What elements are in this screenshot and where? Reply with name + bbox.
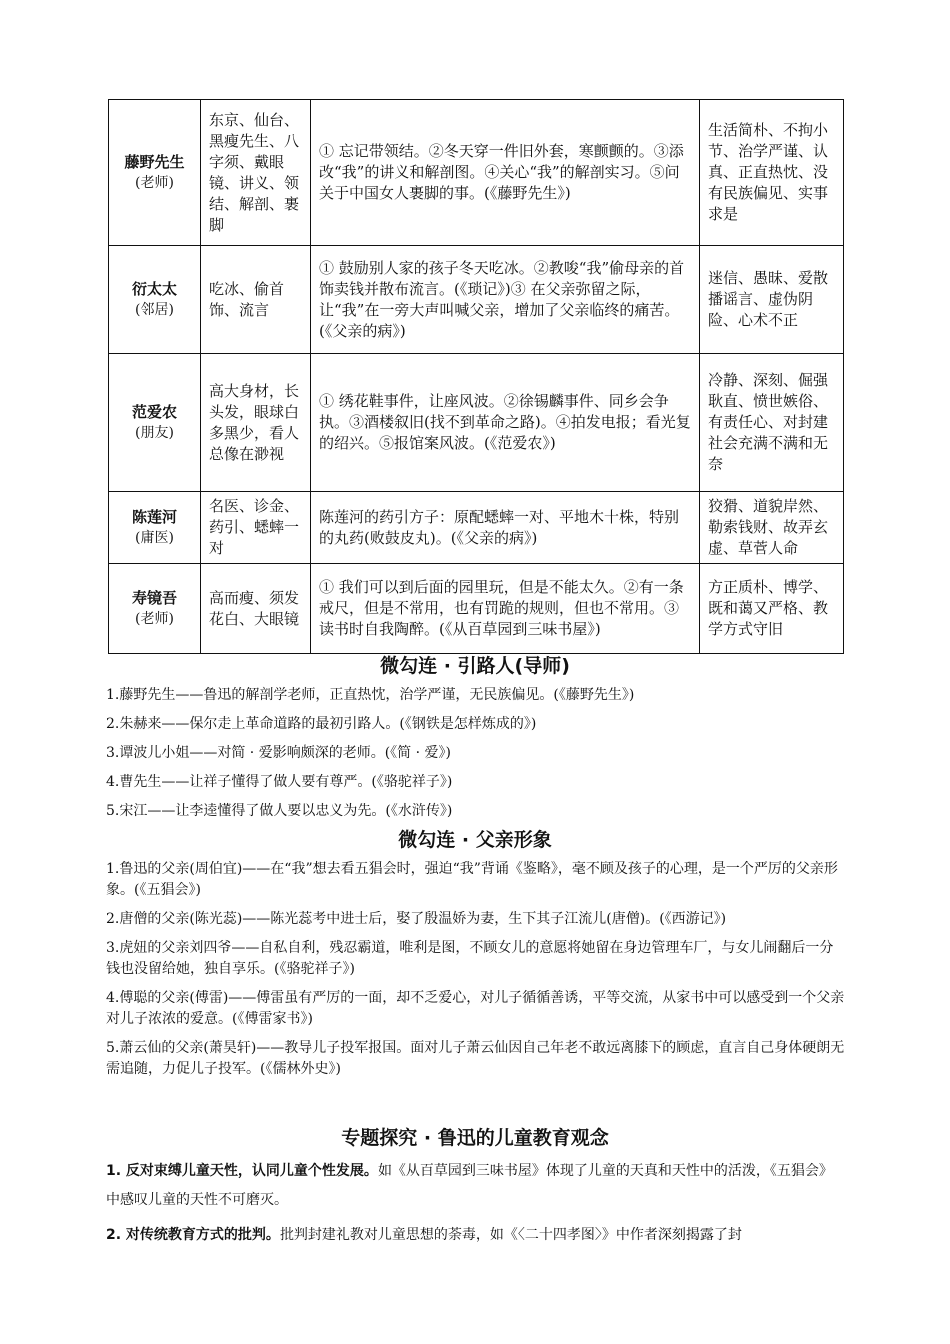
character-name: 范爱农: [131, 402, 177, 421]
table-row: [109, 354, 844, 492]
character-features: 高大身材，长头发，眼球白多黑少，看人总像在渺视: [201, 354, 311, 492]
list-item: 2.唐僧的父亲(陈光蕊)——陈光蕊考中进士后，娶了殷温娇为妻，生下其子江流儿(唐僧)。(《西游记》): [106, 911, 727, 927]
table-row: [109, 564, 844, 654]
character-events: ① 我们可以到后面的园里玩，但是不能太久。②有一条戒尺，但是不常用，也有罚跪的规则，但也不常用。③读书时自我陶醉。(《从百草园到三味书屋》): [311, 564, 700, 654]
item-text: 如《从百草园到三味书屋》体现了儿童的天真和天性中的活泼，《五猖会》中感叹儿童的天性不可磨灭。: [106, 1163, 833, 1208]
list-item: 1.藤野先生——鲁迅的解剖学老师，正直热忱，治学严谨，无民族偏见。(《藤野先生》): [106, 687, 635, 703]
section-title-topic: 专题探究 · 鲁迅的儿童教育观念: [341, 1127, 609, 1149]
list-item: 3.谭波儿小姐——对简 · 爱影响颇深的老师。(《简 · 爱》): [106, 745, 451, 761]
character-traits: 生活简朴、不拘小节、治学严谨、认真、正直热忱、没有民族偏见、实事求是: [700, 100, 844, 246]
character-traits: 方正质朴、博学、既和蔼又严格、教学方式守旧: [700, 564, 844, 654]
list-item: 4.傅聪的父亲(傅雷)——傅雷虽有严厉的一面，却不乏爱心，对儿子循循善诱，平等交流，从家书中可以感受到一个父亲对儿子浓浓的爱意。(《傅雷家书》): [106, 990, 845, 1027]
item-lead: 1. 反对束缚儿童天性，认同儿童个性发展。: [106, 1163, 378, 1179]
section-title-fathers: 微勾连 · 父亲形象: [398, 829, 552, 851]
list-item: 1.鲁迅的父亲(周伯宜)——在“我”想去看五猖会时，强迫“我”背诵《鉴略》，毫不顾及孩子的心理，是一个严厉的父亲形象。(《五猖会》): [106, 861, 838, 898]
father-list: [106, 859, 846, 1088]
character-traits: 迷信、愚昧、爱散播谣言、虚伪阴险、心术不正: [700, 246, 844, 354]
list-item: 4.曹先生——让祥子懂得了做人要有尊严。(《骆驼祥子》): [106, 774, 453, 790]
section-title-mentors: 微勾连 · 引路人(导师): [380, 655, 570, 677]
character-role: (邻居): [135, 301, 174, 318]
character-role: (朋友): [135, 424, 174, 441]
list-item: 3.虎妞的父亲刘四爷——自私自利，残忍霸道，唯利是图，不顾女儿的意愿将她留在身边管理车厂，与女儿闹翻后一分钱也没留给她，独自享乐。(《骆驼祥子》): [106, 940, 834, 977]
table-row: [109, 492, 844, 564]
character-name-cell: [109, 246, 201, 354]
list-item: [106, 1221, 846, 1250]
character-role: (老师): [135, 174, 174, 191]
character-traits: 冷静、深刻、倔强耿直、愤世嫉俗、有责任心、对封建社会充满不满和无奈: [700, 354, 844, 492]
character-role: (老师): [135, 610, 174, 627]
character-table: [108, 99, 844, 654]
character-traits: 狡猾、道貌岸然、勒索钱财、故弄玄虚、草菅人命: [700, 492, 844, 564]
table-row: [109, 246, 844, 354]
character-name-cell: [109, 354, 201, 492]
character-name-cell: [109, 492, 201, 564]
table-row: [109, 100, 844, 246]
character-name: 陈莲河: [131, 507, 177, 526]
list-item: 2.朱赫来——保尔走上革命道路的最初引路人。(《钢铁是怎样炼成的》): [106, 716, 537, 732]
character-features: 高而瘦、须发花白、大眼镜: [201, 564, 311, 654]
topic-list: [106, 1157, 846, 1256]
character-events: 陈莲河的药引方子：原配蟋蟀一对、平地木十株，特别的丸药(败鼓皮丸)。(《父亲的病》): [311, 492, 700, 564]
character-role: (庸医): [135, 529, 174, 546]
character-name-cell: [109, 100, 201, 246]
character-events: ① 鼓励别人家的孩子冬天吃冰。②教唆“我”偷母亲的首饰卖钱并散布流言。(《琐记》)③ 在父亲弥留之际，让“我”在一旁大声叫喊父亲，增加了父亲临终的痛苦。(《父亲的病》): [311, 246, 700, 354]
character-features: 东京、仙台、黑瘦先生、八字须、戴眼镜、讲义、领结、解剖、裹脚: [201, 100, 311, 246]
mentor-list: [106, 685, 846, 830]
item-text: 批判封建礼教对儿童思想的荼毒，如《〈二十四孝图〉》中作者深刻揭露了封: [279, 1227, 742, 1243]
list-item: [106, 1157, 846, 1215]
character-name: 寿镜吾: [131, 588, 177, 607]
character-events: ① 忘记带领结。②冬天穿一件旧外套，寒颤颤的。③添改“我”的讲义和解剖图。④关心“我”的解剖实习。⑤问关于中国女人裹脚的事。(《藤野先生》): [311, 100, 700, 246]
character-features: 名医、诊金、药引、蟋蟀一对: [201, 492, 311, 564]
item-lead: 2. 对传统教育方式的批判。: [106, 1227, 280, 1243]
character-name: 衍太太: [131, 279, 177, 298]
list-item: 5.宋江——让李逵懂得了做人要以忠义为先。(《水浒传》): [106, 803, 453, 819]
list-item: 5.萧云仙的父亲(萧昊轩)——教导儿子投军报国。面对儿子萧云仙因自己年老不敢远离膝下的顾虑，直言自己身体硬朗无需追随，力促儿子投军。(《儒林外史》): [106, 1040, 845, 1077]
character-features: 吃冰、偷首饰、流言: [201, 246, 311, 354]
character-name-cell: [109, 564, 201, 654]
character-name: 藤野先生: [124, 152, 185, 171]
character-events: ① 绣花鞋事件，让座风波。②徐锡麟事件、同乡会争执。③酒楼叙旧(找不到革命之路)。④拍发电报；看光复的绍兴。⑤报馆案风波。(《范爱农》): [311, 354, 700, 492]
